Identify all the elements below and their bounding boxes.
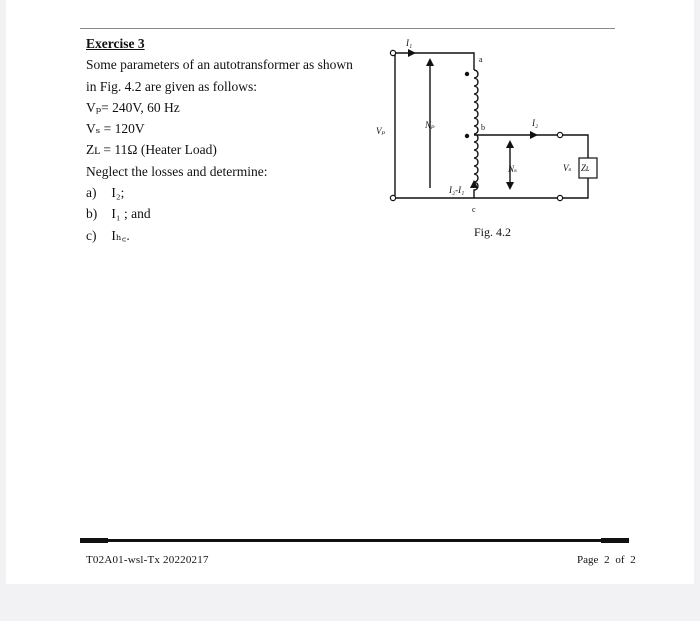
- ns-arrowhead-down: [506, 182, 514, 190]
- question-text: I₂;: [111, 185, 125, 201]
- question-label: a): [86, 185, 97, 201]
- label-node-c: c: [472, 205, 476, 214]
- label-i1: I₁: [406, 38, 413, 48]
- autotransformer-circuit-diagram: [370, 36, 610, 236]
- question-label: c): [86, 227, 97, 243]
- label-node-a: a: [479, 55, 483, 64]
- intro-line-2: in Fig. 4.2 are given as follows:: [86, 78, 257, 94]
- i1-arrowhead: [408, 49, 416, 57]
- terminal-bottom-right: [557, 195, 562, 200]
- bottom-divider: [80, 539, 629, 542]
- page-number: Page 2 of 2: [577, 554, 636, 566]
- param-vp: Vₚ= 240V, 60 Hz: [86, 99, 180, 115]
- question-label: b): [86, 206, 98, 222]
- ns-arrowhead-up: [506, 140, 514, 148]
- terminal-tap-right: [557, 132, 562, 137]
- terminal-top-left: [390, 50, 395, 55]
- label-current-diff: I₂-I₁: [449, 185, 465, 195]
- label-vs: Vₛ: [563, 163, 572, 173]
- coil-winding: [474, 70, 478, 198]
- question-item: [86, 203, 376, 224]
- param-vs: Vₛ = 120V: [86, 121, 145, 137]
- polarity-dot: [465, 72, 469, 76]
- exercise-heading: Exercise 3: [86, 36, 145, 51]
- question-text: Iₕ꜀.: [111, 227, 130, 243]
- label-ns: Nₛ: [508, 164, 518, 174]
- figure-caption: Fig. 4.2: [474, 225, 512, 239]
- label-i2: I₂: [532, 118, 539, 128]
- load-wire-bottom: [560, 178, 588, 198]
- polarity-dot: [465, 134, 469, 138]
- label-vp: Vₚ: [376, 126, 386, 136]
- terminal-bottom-left: [390, 195, 395, 200]
- load-wire: [560, 135, 588, 158]
- question-item: [86, 182, 376, 203]
- i2-arrowhead: [530, 131, 538, 139]
- top-wire: [393, 53, 474, 70]
- instruction-text: Neglect the losses and determine:: [86, 163, 268, 179]
- vp-arrowhead: [426, 58, 434, 66]
- param-zl: Zʟ = 11Ω (Heater Load): [86, 142, 217, 158]
- intro-line-1: Some parameters of an autotransformer as shown: [86, 57, 353, 73]
- document-id: T02A01-wsl-Tx 20220217: [86, 554, 209, 566]
- question-item: [86, 225, 376, 246]
- exercise-text: [86, 33, 376, 246]
- top-divider: [80, 28, 615, 29]
- label-node-b: b: [481, 123, 485, 132]
- label-zl: Zʟ: [581, 163, 590, 173]
- label-np: Nₚ: [425, 120, 435, 130]
- question-text: I₁ ; and: [111, 206, 151, 222]
